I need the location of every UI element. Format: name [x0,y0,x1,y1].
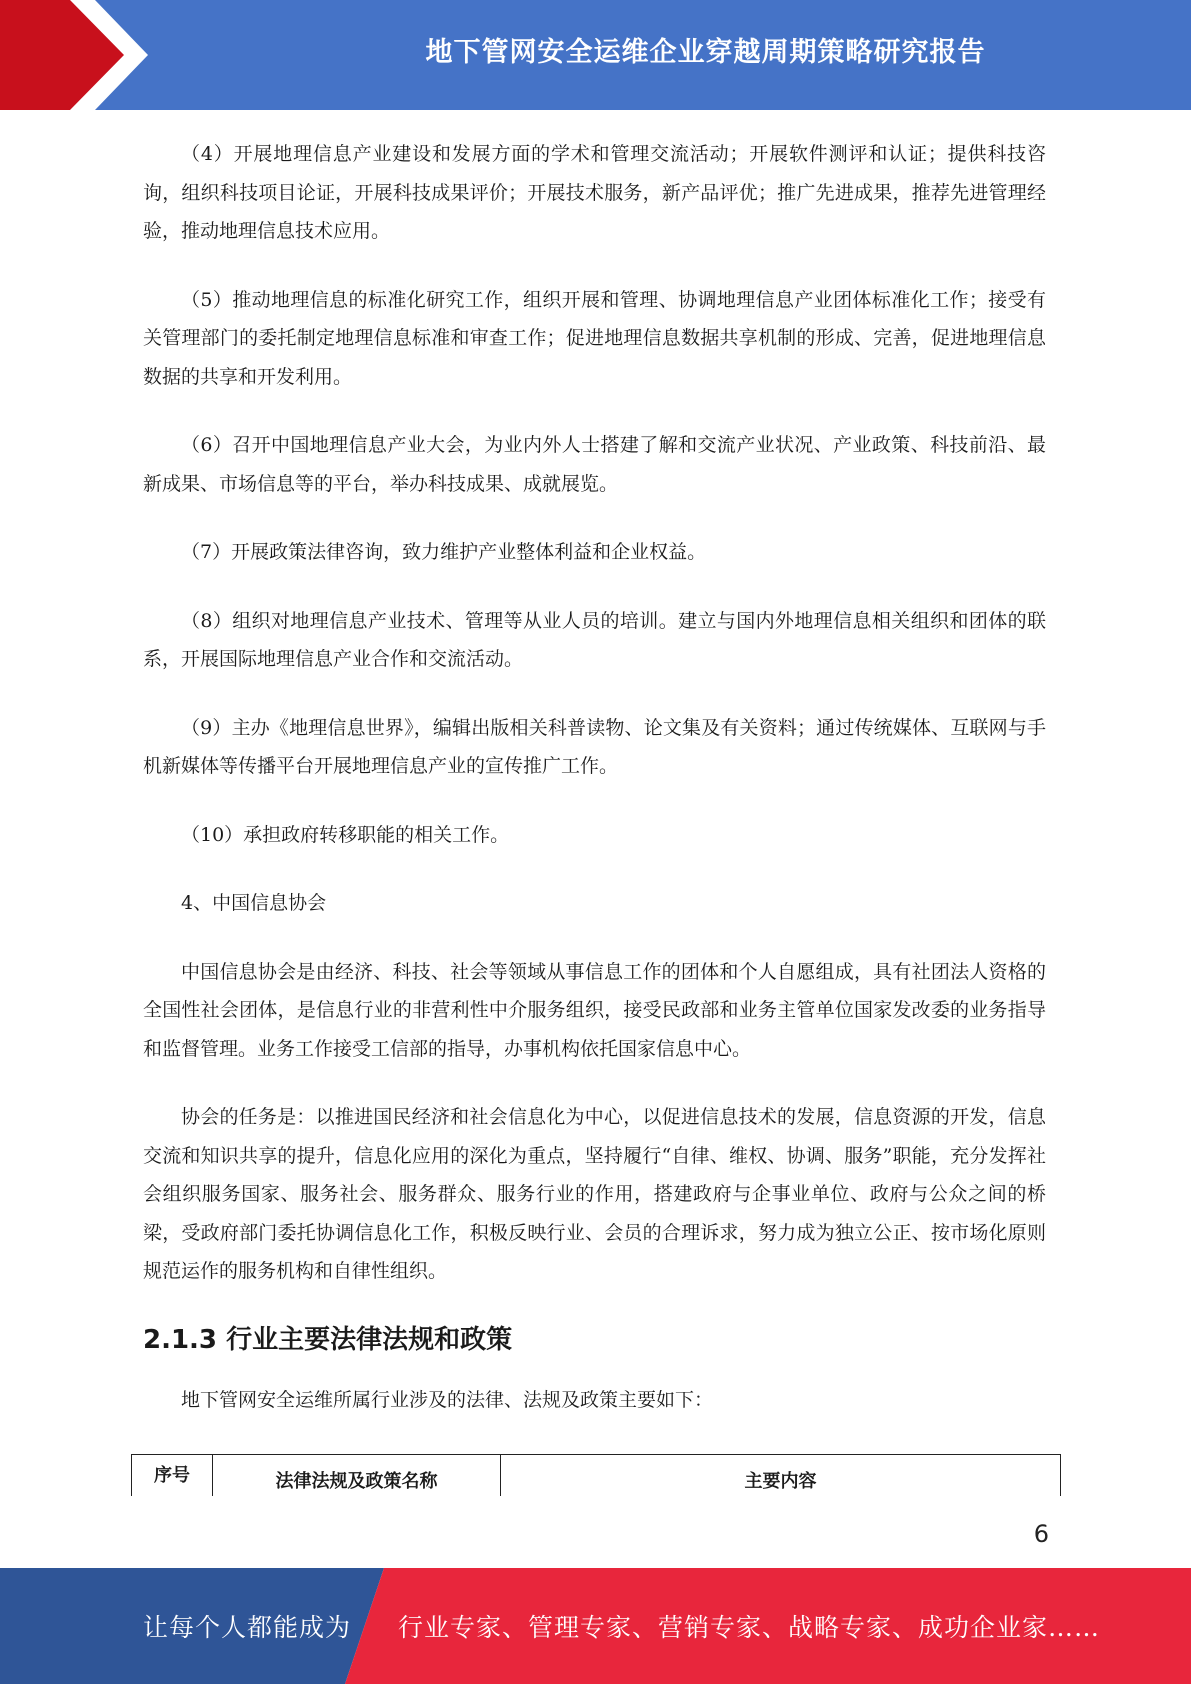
page-header [0,0,1191,110]
paragraph-item-9: （9）主办《地理信息世界》，编辑出版相关科普读物、论文集及有关资料；通过传统媒体、互联网与手机新媒体等传播平台开展地理信息产业的宣传推广工作。 [143,716,1046,777]
main-content [143,135,1046,1449]
paragraph-item-5: （5）推动地理信息的标准化研究工作，组织开展和管理、协调地理信息产业团体标准化工作；接受有关管理部门的委托制定地理信息标准和审查工作；促进地理信息数据共享机制的形成、完善，促进地理信息数据的共享和开发利用。 [143,288,1046,388]
page-number: 6 [1033,1520,1049,1548]
paragraph-association-tasks: 协会的任务是：以推进国民经济和社会信息化为中心，以促进信息技术的发展，信息资源的开发，信息交流和知识共享的提升，信息化应用的深化为重点，坚持履行“自律、维权、协调、服务”职能，充分发挥社会组织服务国家、服务社会、服务群众、服务行业的作用，搭建政府与企事业单位、政府与公众之间的桥梁，受政府部门委托协调信息化工作，积极反映行业、会员的合理诉求，努力成为独立公正、按市场化原则规范运作的服务机构和自律性组织。 [143,1106,1046,1282]
column-header-index: 序号 [132,1455,213,1497]
paragraph-item-7: （7）开展政策法律咨询，致力维护产业整体利益和企业权益。 [181,541,707,563]
subsection-title: 4、中国信息协会 [181,892,327,914]
laws-table [131,1454,1061,1496]
paragraph-item-4: （4）开展地理信息产业建设和发展方面的学术和管理交流活动；开展软件测评和认证；提供科技咨询，组织科技项目论证，开展科技成果评价；开展技术服务，新产品评优；推广先进成果，推荐先进管理经验，推动地理信息技术应用。 [143,143,1046,242]
paragraph-association-intro: 中国信息协会是由经济、科技、社会等领域从事信息工作的团体和个人自愿组成，具有社团法人资格的全国性社会团体，是信息行业的非营利性中介服务组织，接受民政部和业务主管单位国家发改委的业务指导和监督管理。业务工作接受工信部的指导，办事机构依托国家信息中心。 [143,960,1046,1060]
paragraph-item-8: （8）组织对地理信息产业技术、管理等从业人员的培训。建立与国内外地理信息相关组织和团体的联系，开展国际地理信息产业合作和交流活动。 [143,609,1046,670]
section-heading: 2.1.3 行业主要法律法规和政策 [143,1324,513,1355]
paragraph-laws-intro: 地下管网安全运维所属行业涉及的法律、法规及政策主要如下： [181,1388,714,1411]
header-chevron-icon [0,0,160,110]
laws-table-wrapper [131,1454,1061,1496]
column-header-content: 主要内容 [501,1455,1061,1497]
paragraph-item-10: （10）承担政府转移职能的相关工作。 [181,823,510,846]
column-header-name: 法律法规及政策名称 [213,1455,501,1497]
footer-slogan-left: 让每个人都能成为 [143,1613,352,1642]
footer-slogan-right: 行业专家、管理专家、营销专家、战略专家、成功企业家…… [398,1613,1101,1642]
paragraph-item-6: （6）召开中国地理信息产业大会，为业内外人士搭建了解和交流产业状况、产业政策、科技前沿、最新成果、市场信息等的平台，举办科技成果、成就展览。 [143,434,1046,495]
report-title: 地下管网安全运维企业穿越周期策略研究报告 [425,37,986,68]
page-footer [0,1568,1191,1684]
table-header-row [132,1455,1061,1497]
